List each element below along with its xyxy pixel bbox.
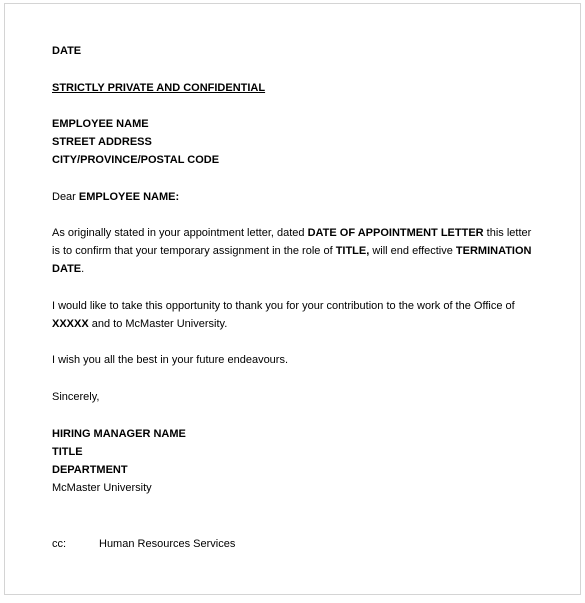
cc-label: cc: bbox=[52, 538, 67, 550]
paragraph1-text-1: As originally stated in your appointment letter, dated bbox=[52, 227, 308, 239]
appointment-date-placeholder: DATE OF APPOINTMENT LETTER bbox=[307, 227, 484, 239]
signature-name: HIRING MANAGER NAME bbox=[52, 428, 186, 440]
confidential-heading: STRICTLY PRIVATE AND CONFIDENTIAL bbox=[52, 82, 266, 94]
signature-organization: McMaster University bbox=[52, 482, 152, 494]
recipient-name: EMPLOYEE NAME bbox=[52, 118, 149, 130]
recipient-city: CITY/PROVINCE/POSTAL CODE bbox=[52, 154, 220, 166]
paragraph2-text-1: I would like to take this opportunity to thank you for your contribution to the work of the Office of bbox=[52, 300, 515, 312]
salutation bbox=[52, 188, 179, 206]
closing: Sincerely, bbox=[52, 391, 100, 403]
paragraph2-text-2: and to McMaster University. bbox=[88, 318, 228, 330]
office-placeholder: XXXXX bbox=[52, 318, 89, 330]
recipient-street: STREET ADDRESS bbox=[52, 136, 152, 148]
signature-department: DEPARTMENT bbox=[52, 464, 128, 476]
signature-title: TITLE bbox=[52, 446, 83, 458]
paragraph1-text-3: will end effective bbox=[369, 245, 456, 257]
title-placeholder: TITLE, bbox=[335, 245, 370, 257]
paragraph-thanks bbox=[52, 297, 542, 333]
salutation-name: EMPLOYEE NAME: bbox=[78, 191, 180, 203]
cc-value: Human Resources Services bbox=[99, 538, 236, 550]
paragraph1-text-2: this letter is to confirm that your temporary assignment in the role of bbox=[52, 227, 532, 257]
letter-page bbox=[4, 3, 581, 595]
date-line: DATE bbox=[52, 45, 82, 57]
paragraph1-text-4: . bbox=[81, 263, 85, 275]
paragraph-wishes: I wish you all the best in your future endeavours. bbox=[52, 354, 289, 366]
salutation-prefix: Dear bbox=[52, 191, 79, 203]
paragraph-termination bbox=[52, 224, 542, 278]
termination-date-placeholder: TERMINATION DATE bbox=[52, 245, 532, 275]
